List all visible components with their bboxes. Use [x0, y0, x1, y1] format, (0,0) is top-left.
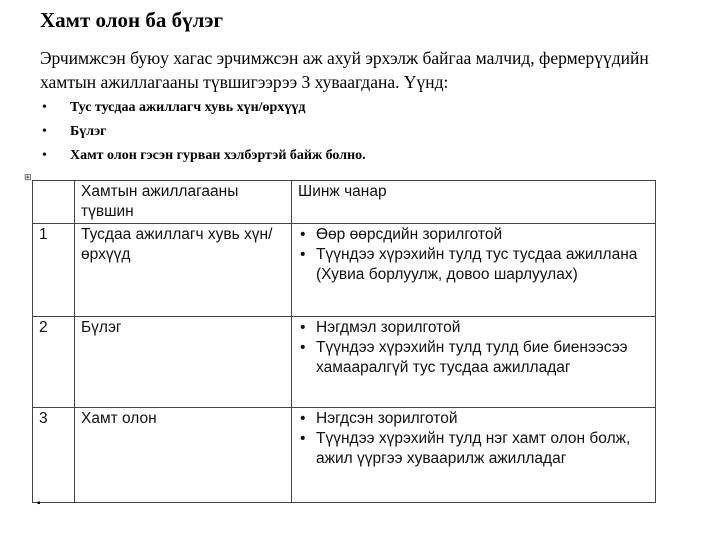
feature-item: • Нэгдсэн зорилготой	[298, 409, 649, 429]
table-end-mark: ▪	[37, 498, 41, 509]
bullet-item	[40, 96, 366, 120]
feature-item: • Нэгдмэл зорилготой	[298, 318, 649, 338]
feature-item: • Өөр өөрсдийн зорилготой	[298, 225, 649, 245]
row-level-cell: Тусдаа ажиллагч хувь хүн/өрхүүд	[75, 224, 292, 317]
bullet-text: Тус тусдаа ажиллагч хувь хүн/өрхүүд	[70, 100, 306, 115]
table-container	[32, 180, 656, 503]
table-row	[33, 224, 656, 317]
bullet-list	[40, 96, 366, 168]
table-row	[33, 408, 656, 503]
row-num-cell: 1	[33, 224, 75, 317]
table-row	[33, 317, 656, 408]
feature-list	[298, 318, 649, 378]
row-feature-cell	[292, 224, 656, 317]
row-num-cell: 2	[33, 317, 75, 408]
header-level-cell: Хамтын ажиллагааны түвшин	[75, 181, 292, 224]
table-header-row	[33, 181, 656, 224]
feature-item: • Түүндээ хүрэхийн тулд тус тусдаа ажиллана (Хувиа борлуулж, довоо шарлуулах)	[298, 245, 649, 285]
row-level-cell: Хамт олон	[75, 408, 292, 503]
slide-title: Хамт олон ба бүлэг	[40, 8, 224, 32]
feature-item: • Түүндээ хүрэхийн тулд тулд бие биенээсээ хамааралгүй тус тусдаа ажилладаг	[298, 338, 649, 378]
feature-list	[298, 409, 649, 469]
bullet-text: Хамт олон гэсэн гурван хэлбэртэй байж болно.	[70, 148, 366, 163]
row-feature-cell	[292, 317, 656, 408]
bullet-dot: •	[42, 148, 47, 163]
bullet-dot: •	[42, 124, 47, 139]
cooperation-table	[32, 180, 656, 503]
feature-item: • Түүндээ хүрэхийн тулд нэг хамт олон болж, ажил үүргээ хуваарилж ажилладаг	[298, 429, 649, 469]
bullet-dot: •	[42, 100, 47, 115]
bullet-text: Бүлэг	[70, 124, 107, 139]
bullet-item	[40, 120, 366, 144]
intro-paragraph: Эрчимжсэн буюу хагас эрчимжсэн аж ахуй эрхэлж байгаа малчид, фермерүүдийн хамтын ажиллагааны түвшигээрээ 3 хуваагдана. Үүнд:	[40, 48, 649, 92]
header-num-cell	[33, 181, 75, 224]
row-num-cell: 3	[33, 408, 75, 503]
row-feature-cell	[292, 408, 656, 503]
feature-list	[298, 225, 649, 285]
header-feature-cell: Шинж чанар	[292, 181, 656, 224]
row-level-cell: Бүлэг	[75, 317, 292, 408]
bullet-item	[40, 144, 366, 168]
table-anchor-mark: ⊞	[24, 172, 32, 182]
